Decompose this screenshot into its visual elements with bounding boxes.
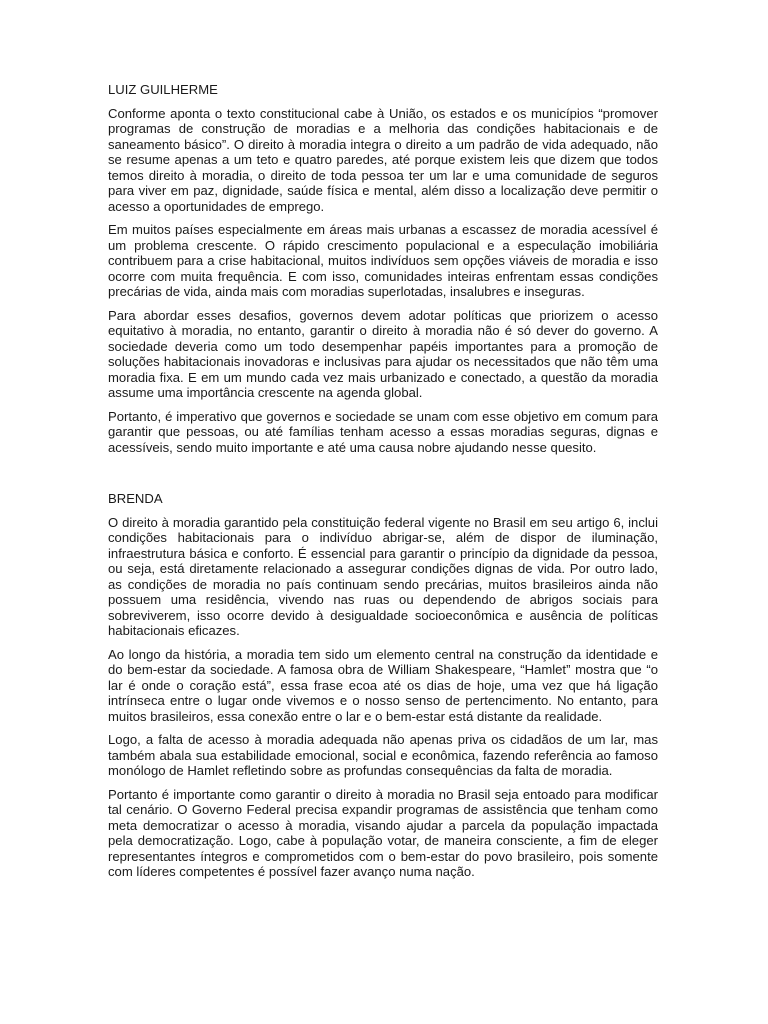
section-brenda bbox=[108, 491, 658, 880]
section-spacer bbox=[108, 463, 658, 491]
section-luiz-guilherme bbox=[108, 82, 658, 455]
paragraph: Logo, a falta de acesso à moradia adequada não apenas priva os cidadãos de um lar, mas também abala sua estabilidade emocional, social e econômica, fazendo referência ao famoso monólogo de Hamlet refletindo sobre as profundas consequências da falta de moradia. bbox=[108, 732, 658, 778]
paragraph: Em muitos países especialmente em áreas mais urbanas a escassez de moradia acessível é um problema crescente. O rápido crescimento populacional e a especulação imobiliária contribuem para a crise habitacional, muitos indivíduos sem opções viáveis de moradia e isso ocorre com muita frequência. E com isso, comunidades inteiras enfrentam essas condições precárias de vida, ainda mais com moradias superlotadas, insalubres e inseguras. bbox=[108, 222, 658, 299]
author-heading: LUIZ GUILHERME bbox=[108, 82, 218, 97]
paragraph: Ao longo da história, a moradia tem sido um elemento central na construção da identidade e do bem-estar da sociedade. A famosa obra de William Shakespeare, “Hamlet” mostra que “o lar é onde o coração está”, essa frase ecoa até os dias de hoje, uma vez que há ligação intrínseca entre o lugar onde vivemos e o nosso senso de pertencimento. No entanto, para muitos brasileiros, essa conexão entre o lar e o bem-estar está distante da realidade. bbox=[108, 646, 658, 724]
author-heading: BRENDA bbox=[108, 491, 163, 506]
document-page bbox=[108, 82, 658, 888]
paragraph: Portanto é importante como garantir o direito à moradia no Brasil seja entoado para modificar tal cenário. O Governo Federal precisa expandir programas de assistência que tenham como meta democratizar o acesso à moradia, visando ajudar a parcela da população impactada pela democratização. Logo, cabe à população votar, de maneira consciente, a fim de eleger representantes íntegros e comprometidos com o bem-estar do povo brasileiro, pois somente com líderes competentes é possível fazer avanço numa nação. bbox=[108, 786, 658, 879]
paragraph: Conforme aponta o texto constitucional cabe à União, os estados e os municípios “promover programas de construção de moradias e a melhoria das condições habitacionais e de saneamento básico”. O direito à moradia integra o direito a um padrão de vida adequado, não se resume apenas a um teto e quatro paredes, até porque existem leis que dizem que todos temos direito à moradia, o direito de toda pessoa ter um lar e uma comunidade de seguros para viver em paz, dignidade, saúde física e mental, além disso a localização deve permitir o acesso a oportunidades de emprego. bbox=[108, 105, 658, 214]
paragraph: O direito à moradia garantido pela constituição federal vigente no Brasil em seu artigo 6, inclui condições habitacionais para o indivíduo abrigar-se, além de dispor de iluminação, infraestrutura básica e conforto. É essencial para garantir o princípio da dignidade da pessoa, ou seja, está diretamente relacionado a assegurar condições dignas de vida. Por outro lado, as condições de moradia no país continuam sendo precárias, muitos brasileiros ainda não possuem uma residência, vivendo nas ruas ou dependendo de abrigos sociais para sobreviverem, isso ocorre devido à desigualdade socioeconômica e ausência de políticas habitacionais eficazes. bbox=[108, 514, 658, 638]
paragraph: Para abordar esses desafios, governos devem adotar políticas que priorizem o acesso equitativo à moradia, no entanto, garantir o direito à moradia não é só dever do governo. A sociedade deveria como um todo desempenhar papéis importantes para a promoção de soluções habitacionais inovadoras e inclusivas para ajudar os necessitados que não têm uma moradia fixa. E em um mundo cada vez mais urbanizado e conectado, a questão da moradia assume uma importância crescente na agenda global. bbox=[108, 307, 658, 400]
paragraph: Portanto, é imperativo que governos e sociedade se unam com esse objetivo em comum para garantir que pessoas, ou até famílias tenham acesso a essas moradias seguras, dignas e acessíveis, sendo muito importante e até uma causa nobre ajudando nesse quesito. bbox=[108, 408, 658, 455]
